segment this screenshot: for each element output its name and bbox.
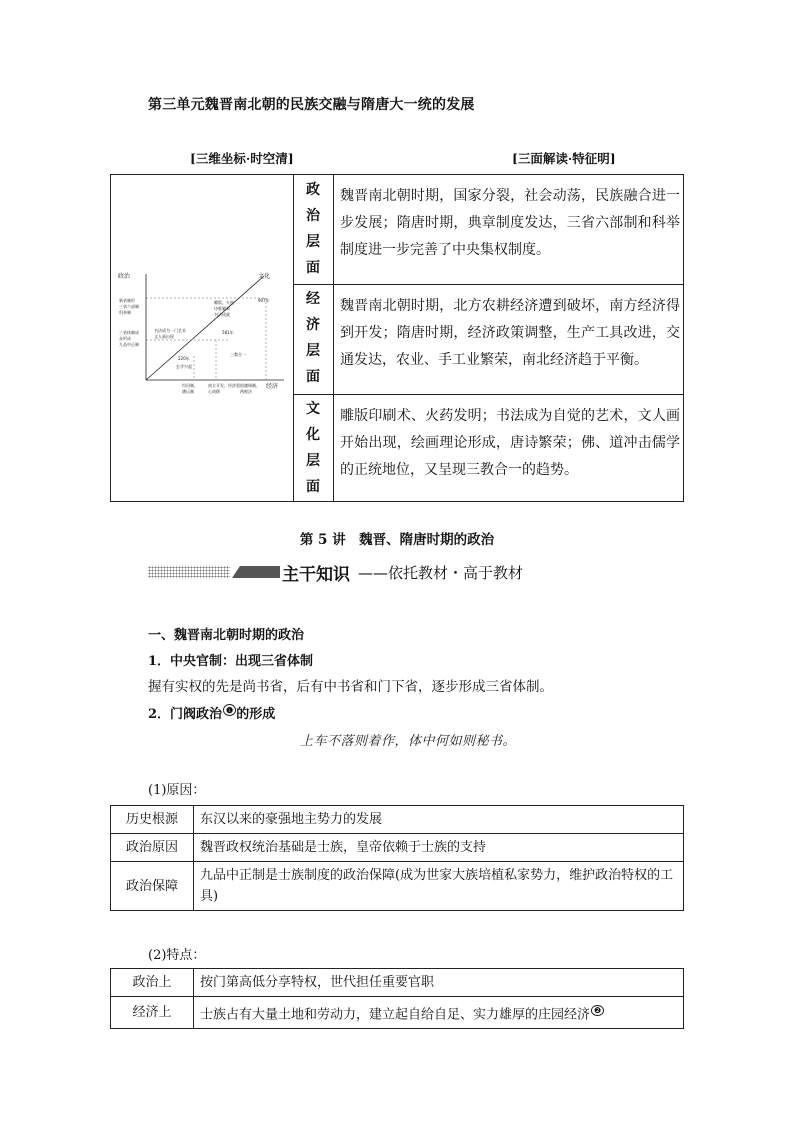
table-cell-head: 政治保障 <box>111 862 194 911</box>
row-text-politics: 魏晋南北朝时期，国家分裂，社会动荡，民族融合进一步发展；隋唐时期，典章制度发达，三省六部制和科举制度进一步完善了中央集权制度。 <box>340 188 680 258</box>
svg-text:雕版、火药: 雕版、火药 <box>214 300 234 305</box>
footnote-marker: ❷ <box>591 1005 604 1016</box>
svg-text:新省制形: 新省制形 <box>119 298 135 303</box>
svg-text:租庸调制、: 租庸调制、 <box>240 383 260 388</box>
section-heading: 一、魏晋南北朝时期的政治 <box>148 628 305 643</box>
svg-text:书法成就: 书法成就 <box>214 312 230 317</box>
table-row <box>111 969 684 997</box>
item2-title: 2．门阀政治 $^❶$ 的形成 <box>148 704 276 722</box>
row-text-culture: 雕版印刷术、火药发明；书法成为自觉的艺术，文人画开始出现，绘画理论形成，唐诗繁荣；佛、道冲击儒学的正统地位，又呈现三教合一的趋势。 <box>340 408 680 478</box>
table-cell-head: 历史根源 <box>111 806 194 834</box>
reasons-label: (1)原因： <box>148 783 206 798</box>
banner-dots <box>148 566 230 578</box>
svg-text:九品中正制: 九品中正制 <box>119 342 139 347</box>
table-cell: 东汉以来的豪强地主势力的发展 <box>194 806 684 834</box>
svg-text:三教合一: 三教合一 <box>230 352 246 357</box>
features-table <box>110 968 684 1029</box>
table-cell-head: 经济上 <box>111 997 194 1029</box>
svg-text:玄学兴起: 玄学兴起 <box>176 364 192 369</box>
table-cell-head: 政治原因 <box>111 834 194 862</box>
row-label-economy: 经 济 层 面 <box>306 291 320 385</box>
table-divider <box>293 284 684 285</box>
culture-axis-label: 文化 <box>258 273 271 280</box>
table-divider <box>293 394 684 395</box>
row-label-culture: 文 化 层 面 <box>306 401 320 495</box>
features-label: (2)特点： <box>148 948 206 963</box>
svg-text:三省六部制: 三省六部制 <box>119 304 139 309</box>
politics-axis-label: 政治 <box>118 273 131 280</box>
svg-text:文人画出现: 文人画出现 <box>154 334 174 339</box>
handwritten-note: 上车不落则着作，体中何如则秘书。 <box>300 734 517 749</box>
svg-text:诗歌繁荣: 诗歌繁荣 <box>214 306 230 311</box>
unit-title: 第三单元魏晋南北朝的民族交融与隋唐大一统的发展 <box>148 97 475 113</box>
banner-title: 主干知识 <box>282 565 350 585</box>
svg-text:三省体制成: 三省体制成 <box>119 330 139 335</box>
table-row <box>111 862 684 911</box>
footnote-marker: ❶ <box>223 704 236 716</box>
svg-text:均田制、: 均田制、 <box>182 383 198 388</box>
lesson-title: 第 5 讲 魏晋、隋唐时期的政治 <box>299 532 495 548</box>
item1-text: 握有实权的先是尚书省，后有中书省和门下省，逐步形成三省体制。 <box>148 679 553 695</box>
banner-bar <box>232 566 280 578</box>
point-220: 220年 <box>178 356 190 361</box>
table-row <box>111 997 684 1029</box>
table-row <box>111 834 684 862</box>
table-cell: 九品中正制是士族制度的政治保障(成为世家大族培植私家势力，维护政治特权的工具) <box>194 862 684 911</box>
table-cell: 士族占有大量土地和劳动力，建立起自给自足、实力雄厚的庄园经济 $^❷$ <box>194 997 684 1029</box>
svg-text:心南移: 心南移 <box>208 389 220 394</box>
point-907: 907年 <box>258 298 270 303</box>
point-581: 581年 <box>222 330 234 335</box>
svg-text:步形成: 步形成 <box>119 336 131 341</box>
table-cell: 按门第高低分享特权，世代担任重要官职 <box>194 969 684 997</box>
svg-text:两税法: 两税法 <box>240 389 252 394</box>
reasons-table <box>110 805 684 911</box>
table-cell: 魏晋政权统治基础是士族，皇帝依赖于士族的支持 <box>194 834 684 862</box>
table-cell-head: 政治上 <box>111 969 194 997</box>
table-divider <box>333 175 334 501</box>
economy-axis-label: 经济 <box>266 383 279 390</box>
table-row <box>111 806 684 834</box>
row-text-economy: 魏晋南北朝时期，北方农耕经济遭到破坏，南方经济得到开发；隋唐时期，经济政策调整，生产工具改进，交通发达，农业、手工业繁荣，南北经济趋于平衡。 <box>340 298 680 368</box>
right-subheading: [三面解读·特征明] <box>512 151 616 166</box>
svg-text:科举制: 科举制 <box>119 310 131 315</box>
row-label-politics: 政 治 层 面 <box>306 182 320 276</box>
left-subheading: [三维坐标·时空清] <box>190 151 294 166</box>
banner-subtitle: ——依托教材・高于教材 <box>358 564 524 582</box>
item1-title: 1．中央官制：出现三省体制 <box>148 654 314 669</box>
svg-text:漕运制: 漕运制 <box>182 389 194 394</box>
svg-text:书法成为一门艺术: 书法成为一门艺术 <box>154 328 186 333</box>
coordinate-diagram <box>116 268 288 398</box>
svg-text:南方开发、经济重: 南方开发、经济重 <box>208 383 240 388</box>
